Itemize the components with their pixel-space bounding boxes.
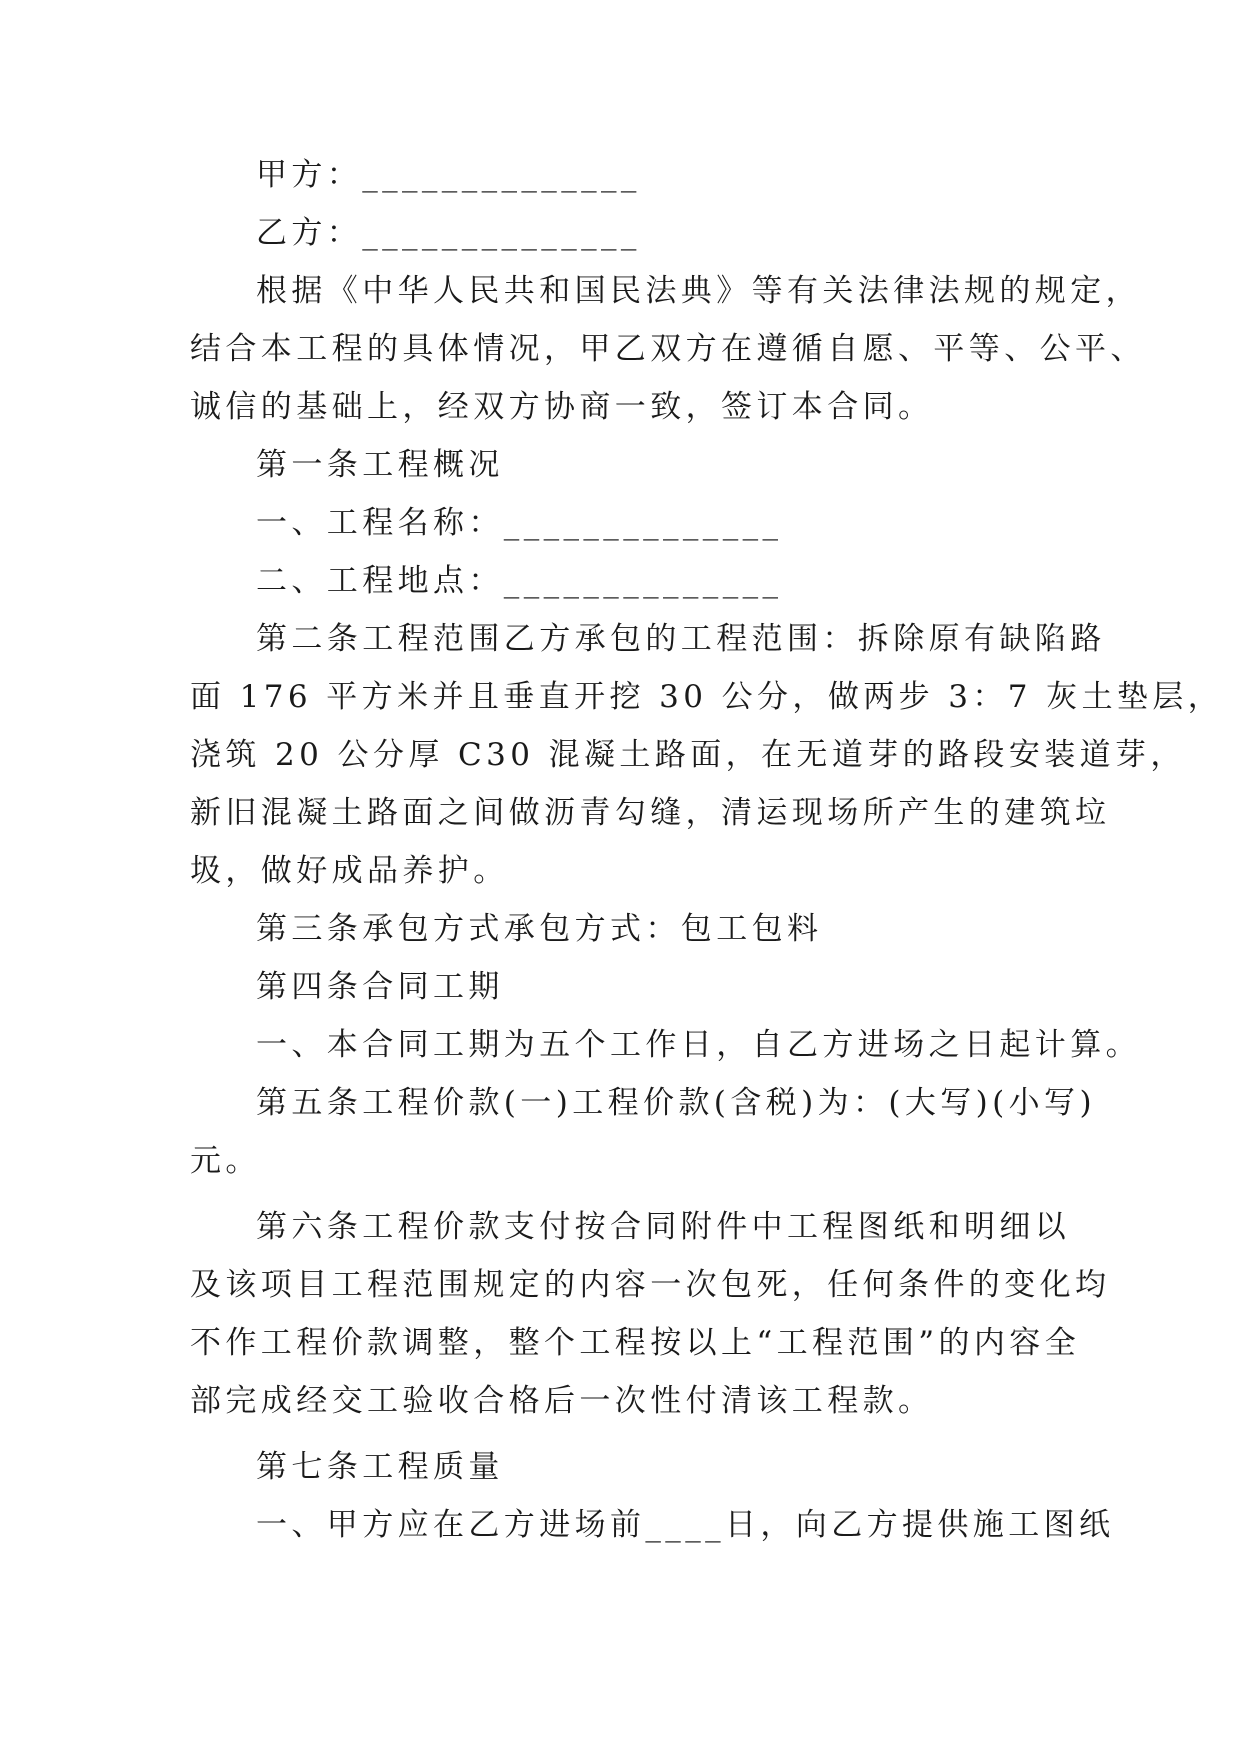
article-6-line: 不作工程价款调整，整个工程按以上“工程范围”的内容全 [190, 1325, 1081, 1361]
article-5-line: 元。 [190, 1143, 261, 1179]
article-4-line: 一、本合同工期为五个工作日，自乙方进场之日起计算。 [256, 1027, 1141, 1063]
article-7-heading: 第七条工程质量 [256, 1449, 504, 1485]
preamble-line: 根据《中华人民共和国民法典》等有关法律法规的规定， [256, 273, 1141, 309]
preamble-line: 诚信的基础上，经双方协商一致，签订本合同。 [190, 389, 934, 425]
project-location-line: 二、工程地点：______________ [256, 563, 783, 599]
article-6-line: 部完成经交工验收合格后一次性付清该工程款。 [190, 1383, 934, 1419]
article-2-line: 面 176 平方米并且垂直开挖 30 公分，做两步 3：7 灰土垫层， [190, 679, 1224, 715]
contract-page [190, 146, 1224, 1554]
article-2-line: 新旧混凝土路面之间做沥青勾缝，清运现场所产生的建筑垃 [190, 795, 1111, 831]
party-a-line: 甲方：______________ [256, 157, 641, 193]
article-6-line: 第六条工程价款支付按合同附件中工程图纸和明细以 [256, 1209, 1071, 1245]
article-4-heading: 第四条合同工期 [256, 969, 504, 1005]
article-3-line: 第三条承包方式承包方式：包工包料 [256, 911, 823, 947]
article-2-line: 浇筑 20 公分厚 C30 混凝土路面，在无道芽的路段安装道芽， [190, 737, 1186, 773]
article-7-line: 一、甲方应在乙方进场前____日，向乙方提供施工图纸 [256, 1507, 1115, 1543]
article-2-line: 圾，做好成品养护。 [190, 853, 509, 889]
preamble-line: 结合本工程的具体情况，甲乙双方在遵循自愿、平等、公平、 [190, 331, 1146, 367]
article-2-line: 第二条工程范围乙方承包的工程范围：拆除原有缺陷路 [256, 621, 1106, 657]
article-1-heading: 第一条工程概况 [256, 447, 504, 483]
party-b-line: 乙方：______________ [256, 215, 641, 251]
article-5-line: 第五条工程价款(一)工程价款(含税)为：(大写)(小写) [256, 1085, 1096, 1121]
article-6-line: 及该项目工程范围规定的内容一次包死，任何条件的变化均 [190, 1267, 1111, 1303]
project-name-line: 一、工程名称：______________ [256, 505, 783, 541]
